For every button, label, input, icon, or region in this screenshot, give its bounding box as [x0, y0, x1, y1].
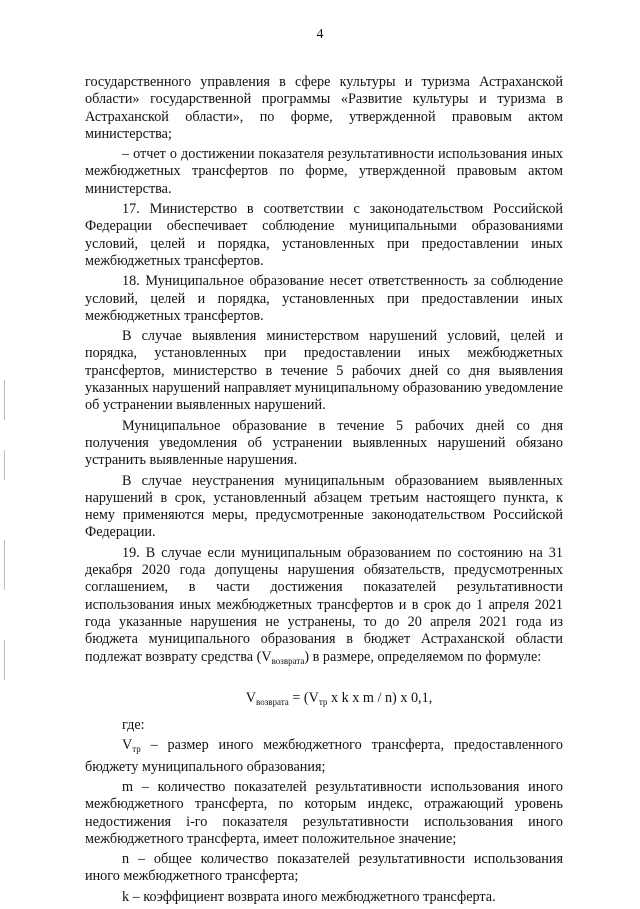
paragraph-clause-19 — [85, 545, 563, 670]
definition-symbol: k — [122, 888, 130, 905]
document-body — [85, 74, 563, 909]
definition-text: – коэффициент возврата иного межбюджетного трансферта. — [129, 888, 496, 905]
page-number: 4 — [316, 27, 324, 42]
clause-19-text-after: ) в размере, определяемом по формуле: — [304, 648, 542, 665]
definition-text: – количество показателей результативности использования иного межбюджетного трансферта, по которым индекс, отражающий уровень недостижения i-го показателя результативности использования иного межбюджетного трансферта, имеет положительное значение; — [85, 778, 563, 847]
formula-mid: = (V — [288, 689, 319, 706]
clause-19-text-before: 19. В случае если муниципальным образованием по состоянию на 31 декабря 2020 года допущены нарушения обязательств, предусмотренных соглашением, в части достижения показателей результативности использования иных межбюджетных трансфертов и в срок до 1 апреля 2021 года указанные нарушения не устранены, то до 20 апреля 2021 года из бюджета муниципального образования в бюджет Астраханской области подлежат возврату средства (V — [85, 544, 563, 665]
definition-m — [85, 779, 563, 848]
definition-k — [85, 889, 563, 906]
definition-symbol: m — [122, 778, 134, 795]
formula-rest: x k x m / n) x 0,1, — [327, 689, 433, 706]
paragraph-report-item: – отчет о достижении показателя результативности использования иных межбюджетных трансфертов по форме, утвержденной правовым актом министерства. — [85, 146, 563, 197]
margin-scan-marks — [2, 380, 8, 700]
definition-text: – размер иного межбюджетного трансферта, предоставленного бюджету муниципального образования; — [85, 737, 563, 775]
paragraph-violation-detection: В случае выявления министерством нарушений условий, целей и порядка, установленных при предоставлении иных межбюджетных трансфертов, министерство в течение 5 рабочих дней со дня выявления указанных нарушений направляет муниципальному образованию уведомление об устранении выявленных нарушений. — [85, 328, 563, 414]
paragraph-clause-18: 18. Муниципальное образование несет ответственность за соблюдение условий, целей и порядка, установленных при предоставлении иных межбюджетных трансфертов. — [85, 273, 563, 324]
paragraph-elimination-duty: Муниципальное образование в течение 5 рабочих дней со дня получения уведомления об устранении выявленных нарушений обязано устранить выявленные нарушения. — [85, 417, 563, 469]
formula-vtr-subscript: тр — [318, 696, 328, 707]
paragraph-clause-17: 17. Министерство в соответствии с законодательством Российской Федерации обеспечивает соблюдение муниципальными образованиями условий, целей и порядка, установленных при предоставлении иных межбюджетных трансфертов. — [85, 201, 563, 269]
formula-lhs-subscript: возврата — [256, 696, 289, 707]
clause-19-subscript: возврата — [271, 655, 305, 666]
definition-vtr — [85, 737, 563, 776]
definition-n — [85, 851, 563, 886]
paragraph-sanctions: В случае неустранения муниципальным образованием выявленных нарушений в срок, установленный абзацем третьим настоящего пункта, к нему применяются меры, предусмотренные законодательством Российской Федерации. — [85, 472, 563, 541]
refund-formula — [85, 690, 563, 711]
definition-symbol-subscript: тр — [132, 744, 141, 755]
paragraph-continuation: государственного управления в сфере культуры и туризма Астраханской области» государственной программы «Развитие культуры и туризма в Астраханской области», по форме, утвержденной правовым актом министерства; — [85, 74, 563, 142]
formula-lhs: V — [245, 689, 256, 706]
definition-symbol: V — [122, 737, 133, 754]
definition-symbol: n — [122, 851, 130, 868]
definition-text: – общее количество показателей результативности использования иного межбюджетного трансферта; — [85, 851, 563, 885]
where-label: где: — [122, 717, 145, 734]
